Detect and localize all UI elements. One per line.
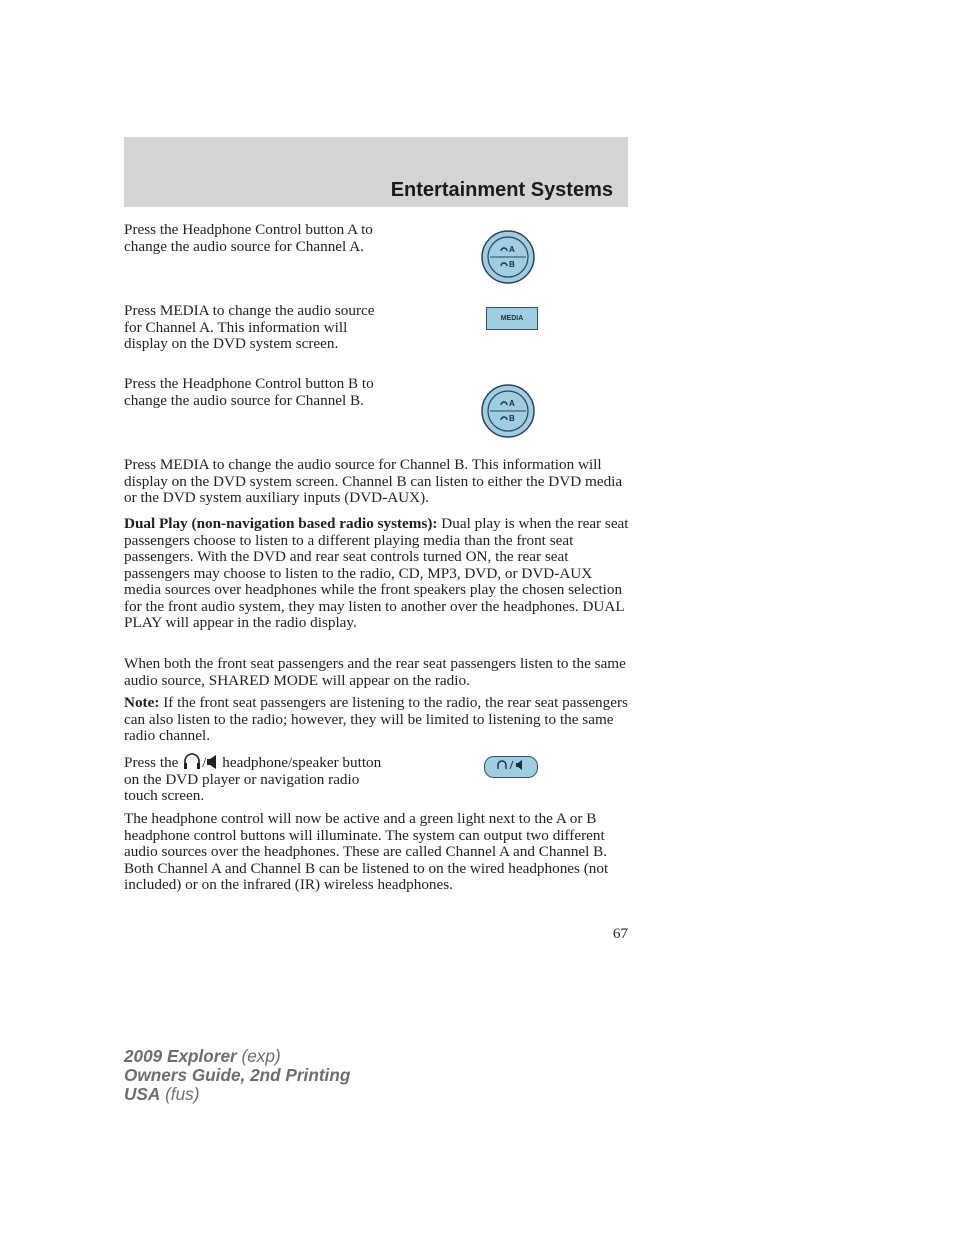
footer-line-2	[124, 1066, 350, 1085]
press-the-text: Press the	[124, 754, 179, 771]
button-b-label: B	[509, 414, 515, 423]
headphone-control-button-a-b	[480, 229, 536, 285]
note-paragraph	[124, 695, 630, 745]
headphone-b-instruction: Press the Headphone Control button B to change the audio source for Channel B.	[124, 375, 374, 409]
note-text: If the front seat passengers are listening to the radio, the rear seat passengers can also listen to the radio; however, they will be limited to listening to the same radio channel.	[124, 694, 628, 744]
media-b-paragraph: Press MEDIA to change the audio source for Channel B. This information will display on the DVD system screen. Channel B can listen to either the DVD media or the DVD system auxiliary inputs (DVD-AUX).	[124, 456, 623, 506]
page-number: 67	[612, 925, 628, 942]
button-a-label: A	[509, 399, 515, 408]
dual-play-label: Dual Play (non-navigation based radio systems):	[124, 515, 438, 532]
footer-model-code: (exp)	[236, 1046, 281, 1066]
footer-region: USA	[124, 1084, 161, 1104]
headphone-control-button-a-b-2	[480, 383, 536, 439]
dual-play-paragraph	[124, 516, 630, 632]
speaker-icon	[206, 754, 218, 770]
dual-play-text: Dual play is when the rear seat passengers choose to listen to a different playing media than the front seat passengers. With the DVD and rear seat controls turned ON, the rear seat passengers may choose to listen to the radio, CD, MP3, DVD, or DVD-AUX media sources over headphones while the front speakers play the chosen selection for the front audio system, they may listen to another over the headphones. DUAL PLAY will appear in the radio display.	[124, 515, 629, 631]
slash-text: /	[202, 754, 207, 771]
note-label: Note:	[124, 694, 160, 711]
speaker-rest-text: headphone/speaker button on the DVD player or navigation radio touch screen.	[124, 754, 382, 804]
footer-model: 2009 Explorer	[124, 1046, 237, 1066]
headphone-speaker-button	[484, 756, 538, 778]
headphone-icon	[182, 752, 202, 770]
section-header-band	[124, 137, 628, 207]
media-a-instruction: Press MEDIA to change the audio source for Channel A. This information will display on the DVD system screen.	[124, 302, 375, 352]
section-title: Entertainment Systems	[390, 179, 613, 201]
speaker-instruction	[124, 752, 389, 805]
footer-region-code: (fus)	[160, 1084, 200, 1104]
footer-line-3	[124, 1085, 350, 1104]
shared-mode-paragraph: When both the front seat passengers and the rear seat passengers listen to the same audio source, SHARED MODE will appear on the radio.	[124, 655, 626, 689]
headphone-speaker-icon	[496, 759, 526, 771]
button-a-label: A	[509, 245, 515, 254]
button-b-label: B	[509, 260, 515, 269]
headphone-control-paragraph: The headphone control will now be active and a green light next to the A or B headphone control buttons will illuminate. The system can output two different audio sources over the headphones. These are called Channel A and Channel B. Both Channel A and Channel B can be listened to on the wired headphones (not included) or on the infrared (IR) wireless headphones.	[124, 810, 609, 893]
footer	[124, 1047, 350, 1104]
media-button: MEDIA	[486, 307, 538, 330]
headphone-a-instruction: Press the Headphone Control button A to change the audio source for Channel A.	[124, 221, 373, 255]
footer-guide: Owners Guide, 2nd Printing	[124, 1065, 351, 1085]
footer-line-1	[124, 1047, 350, 1066]
